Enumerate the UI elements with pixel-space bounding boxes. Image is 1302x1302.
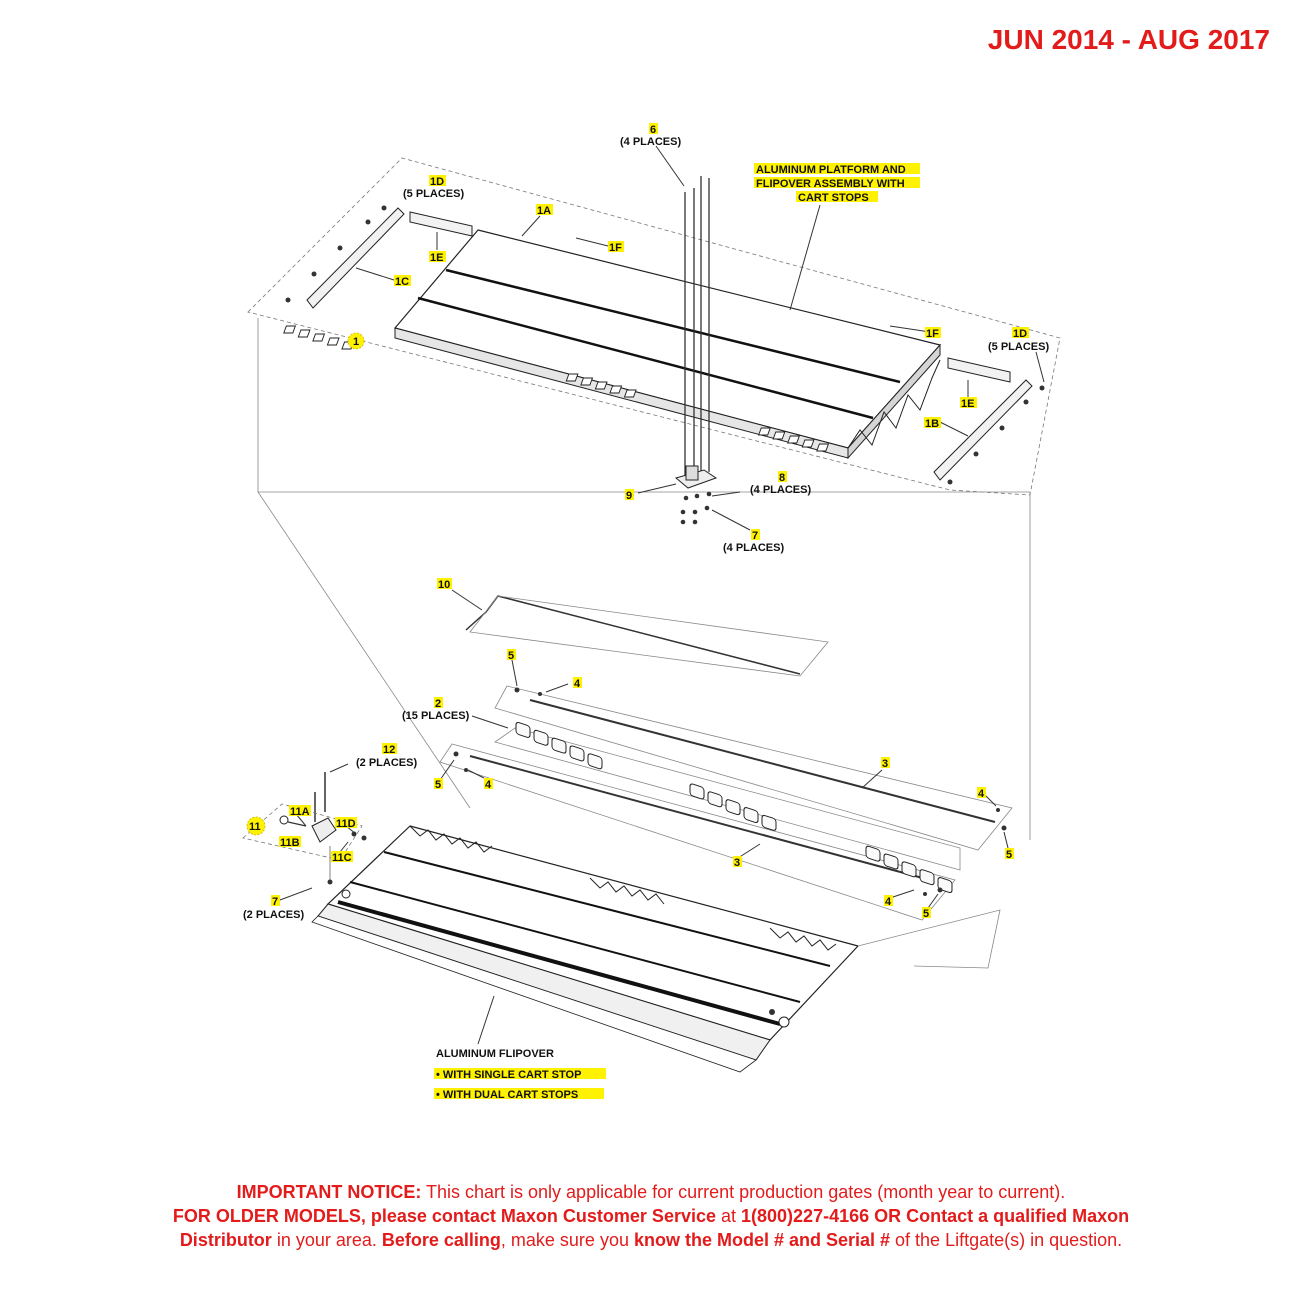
callout-11a: 11A [290, 806, 310, 818]
callout-12: 12 [383, 744, 396, 756]
aluminum-flipover [312, 826, 858, 1072]
callout-10: 10 [438, 579, 451, 591]
callout-1d-right-qty: (5 PLACES) [988, 341, 1050, 353]
callout-3-a: 3 [882, 758, 889, 770]
left-side-bracket [307, 208, 404, 308]
mount-block [676, 466, 716, 488]
callout-2-qty: (15 PLACES) [402, 710, 470, 722]
left-plate [410, 212, 472, 236]
callout-4-a: 4 [574, 678, 581, 690]
callout-1e-right: 1E [961, 398, 975, 410]
callout-11b: 11B [280, 837, 300, 849]
callout-1d-left-qty: (5 PLACES) [403, 188, 465, 200]
callout-5-d: 5 [923, 908, 930, 920]
callout-12-qty: (2 PLACES) [356, 757, 418, 769]
notice-line-3: Distributor in your area. Before calling, make sure you know the Model # and Serial # of the Liftgate(s) in question. [179, 1230, 1123, 1250]
flipover-title: ALUMINUM FLIPOVER [436, 1048, 554, 1060]
callout-1a: 1A [537, 205, 552, 217]
callout-1d-left: 1D [430, 176, 445, 188]
callout-11: 11 [249, 821, 261, 833]
callout-1: 1 [353, 336, 360, 348]
notice-line-1: IMPORTANT NOTICE: This chart is only applicable for current production gates (month year to current). [236, 1182, 1066, 1202]
callout-1e-left: 1E [430, 252, 444, 264]
callout-6: 6 [650, 124, 657, 136]
callout-4-c: 4 [978, 788, 985, 800]
callout-5-c: 5 [1006, 849, 1013, 861]
callout-11d: 11D [336, 818, 356, 830]
date-range-title: JUN 2014 - AUG 2017 [987, 24, 1270, 55]
platform-assembly-label-line2: FLIPOVER ASSEMBLY WITH [756, 178, 905, 190]
callout-1b: 1B [925, 418, 940, 430]
callout-8: 8 [779, 472, 786, 484]
callout-4-b: 4 [485, 779, 492, 791]
callout-7-bot: 7 [272, 896, 279, 908]
flipover-option-dual: • WITH DUAL CART STOPS [436, 1089, 579, 1101]
callout-1c: 1C [395, 276, 410, 288]
callout-1f-top: 1F [609, 242, 622, 254]
nuts-washers [681, 492, 712, 525]
right-side-bracket [934, 380, 1032, 480]
callout-7-bot-qty: (2 PLACES) [243, 909, 305, 921]
callout-7-top-qty: (4 PLACES) [723, 542, 785, 554]
platform-assembly-label-line1: ALUMINUM PLATFORM AND [756, 164, 906, 176]
platform-deck [284, 230, 940, 458]
callout-6-qty: (4 PLACES) [620, 136, 682, 148]
right-plate [948, 358, 1010, 382]
callout-2: 2 [435, 698, 442, 710]
callout-7-top: 7 [752, 530, 759, 542]
callout-3-b: 3 [734, 857, 741, 869]
important-notice [0, 1180, 1302, 1252]
callout-1d-right: 1D [1013, 328, 1028, 340]
left-bolts [286, 206, 387, 303]
platform-assembly-label-line3: CART STOPS [798, 192, 869, 204]
callout-11c: 11C [332, 852, 352, 864]
callout-5-b: 5 [435, 779, 442, 791]
flipover-option-single: • WITH SINGLE CART STOP [436, 1069, 582, 1081]
callout-4-d: 4 [885, 896, 892, 908]
callout-9: 9 [626, 490, 633, 502]
callout-5-a: 5 [508, 650, 515, 662]
callout-8-qty: (4 PLACES) [750, 484, 812, 496]
callout-1f-right: 1F [926, 328, 939, 340]
notice-line-2: FOR OLDER MODELS, please contact Maxon Customer Service at 1(800)227-4166 OR Contact a qualified Maxon [172, 1206, 1130, 1226]
rod-10 [466, 596, 828, 676]
